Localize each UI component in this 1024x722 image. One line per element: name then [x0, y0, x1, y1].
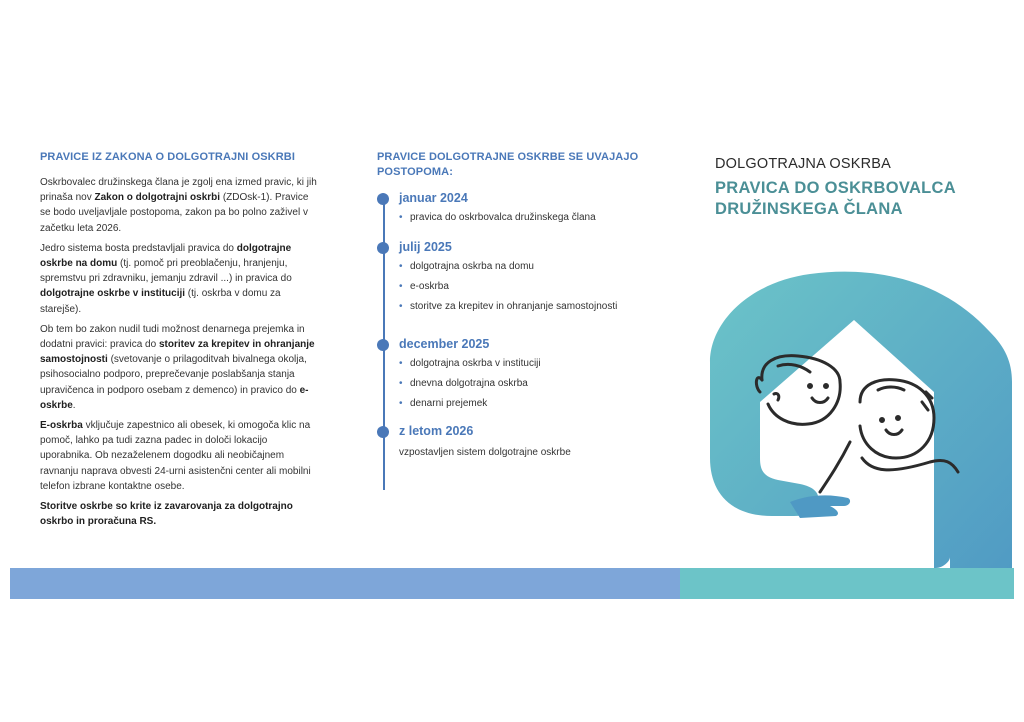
timeline-list-item: • pravica do oskrbovalca družinskega člana	[399, 210, 657, 225]
timeline-column	[377, 150, 657, 460]
timeline-item-jan-2024	[377, 190, 657, 225]
cover-title-line-2: DRUŽINSKEGA ČLANA	[715, 200, 903, 218]
timeline-date: december 2025	[399, 337, 490, 351]
rights-paragraph-4: E-oskrba vključuje zapestnico ali obesek, ki omogoča klic na pomoč, lahko pa tudi zazna padec in določi lokacijo uporabnika. Ob nezaželenem dogodku ali neobičajnem ravnanju naprava obvesti 24-urni asistenčni center ali mobilni telefon izbrane kontaktne osebe.	[40, 420, 311, 492]
cover-title	[715, 178, 1015, 220]
timeline-item-jul-2025	[377, 239, 657, 314]
caregiver-house-illustration	[690, 262, 1014, 598]
cover-panel	[715, 150, 1015, 220]
timeline-list-item: • denarni prejemek	[399, 396, 657, 411]
timeline-dot-icon	[377, 426, 389, 438]
timeline-date: januar 2024	[399, 191, 468, 205]
rights-heading: PRAVICE IZ ZAKONA O DOLGOTRAJNI OSKRBI	[40, 151, 295, 163]
timeline-list	[399, 356, 657, 411]
bottom-band-teal	[680, 568, 1014, 599]
rights-column	[40, 150, 320, 534]
rights-paragraph-2: Jedro sistema bosta predstavljali pravica do dolgotrajne oskrbe na domu (tj. pomoč pri preoblačenju, hranjenju, spremstvu pri zdravniku, jemanju zdravil ...) in pravica do dolgotrajne oskrbe v instituciji (tj. oskrba v domu za starejše).	[40, 242, 292, 315]
timeline-list-item: • storitve za krepitev in ohranjanje samostojnosti	[399, 299, 657, 314]
timeline-dot-icon	[377, 242, 389, 254]
timeline-item-2026	[377, 423, 657, 460]
timeline-text: vzpostavljen sistem dolgotrajne oskrbe	[399, 447, 571, 458]
rights-paragraph-3: Ob tem bo zakon nudil tudi možnost denarnega prejemka in dodatni pravici: pravica do storitev za krepitev in ohranjanje samostojnosti (svetovanje o prilagoditvah bivalnega okolja, psihosocialno podporo, preprečevanje poslabšanja stanja upravičenca in podporo osebam z demenco) in pravico do e-oskrbe.	[40, 323, 315, 411]
rights-paragraph-1: Oskrbovalec družinskega člana je zgolj ena izmed pravic, ki jih prinaša nov Zakon o dolgotrajni oskrbi (ZDOsk-1). Pravice se bodo uveljavljale postopoma, zakon pa bo polno zaživel v začetku leta 2026.	[40, 177, 317, 234]
timeline-dot-icon	[377, 339, 389, 351]
timeline-date: z letom 2026	[399, 424, 474, 438]
cover-kicker: DOLGOTRAJNA OSKRBA	[715, 156, 892, 172]
timeline-list-item: • dolgotrajna oskrba v instituciji	[399, 356, 657, 371]
timeline-heading: PRAVICE DOLGOTRAJNE OSKRBE SE UVAJAJO POSTOPOMA:	[377, 151, 639, 178]
timeline-date: julij 2025	[399, 240, 452, 254]
timeline	[377, 190, 657, 460]
timeline-item-dec-2025	[377, 336, 657, 411]
timeline-list-item: • dolgotrajna oskrba na domu	[399, 259, 657, 274]
bottom-band-blue	[10, 568, 680, 599]
cover-title-line-1: PRAVICA DO OSKRBOVALCA	[715, 179, 956, 197]
timeline-list	[399, 210, 657, 225]
timeline-list-item: • e-oskrba	[399, 279, 657, 294]
timeline-list-item: • dnevna dolgotrajna oskrba	[399, 376, 657, 391]
timeline-dot-icon	[377, 193, 389, 205]
elder-face-icon	[860, 380, 934, 458]
rights-paragraph-5: Storitve oskrbe so krite iz zavarovanja za dolgotrajno oskrbo in proračuna RS.	[40, 501, 293, 528]
timeline-list	[399, 259, 657, 314]
